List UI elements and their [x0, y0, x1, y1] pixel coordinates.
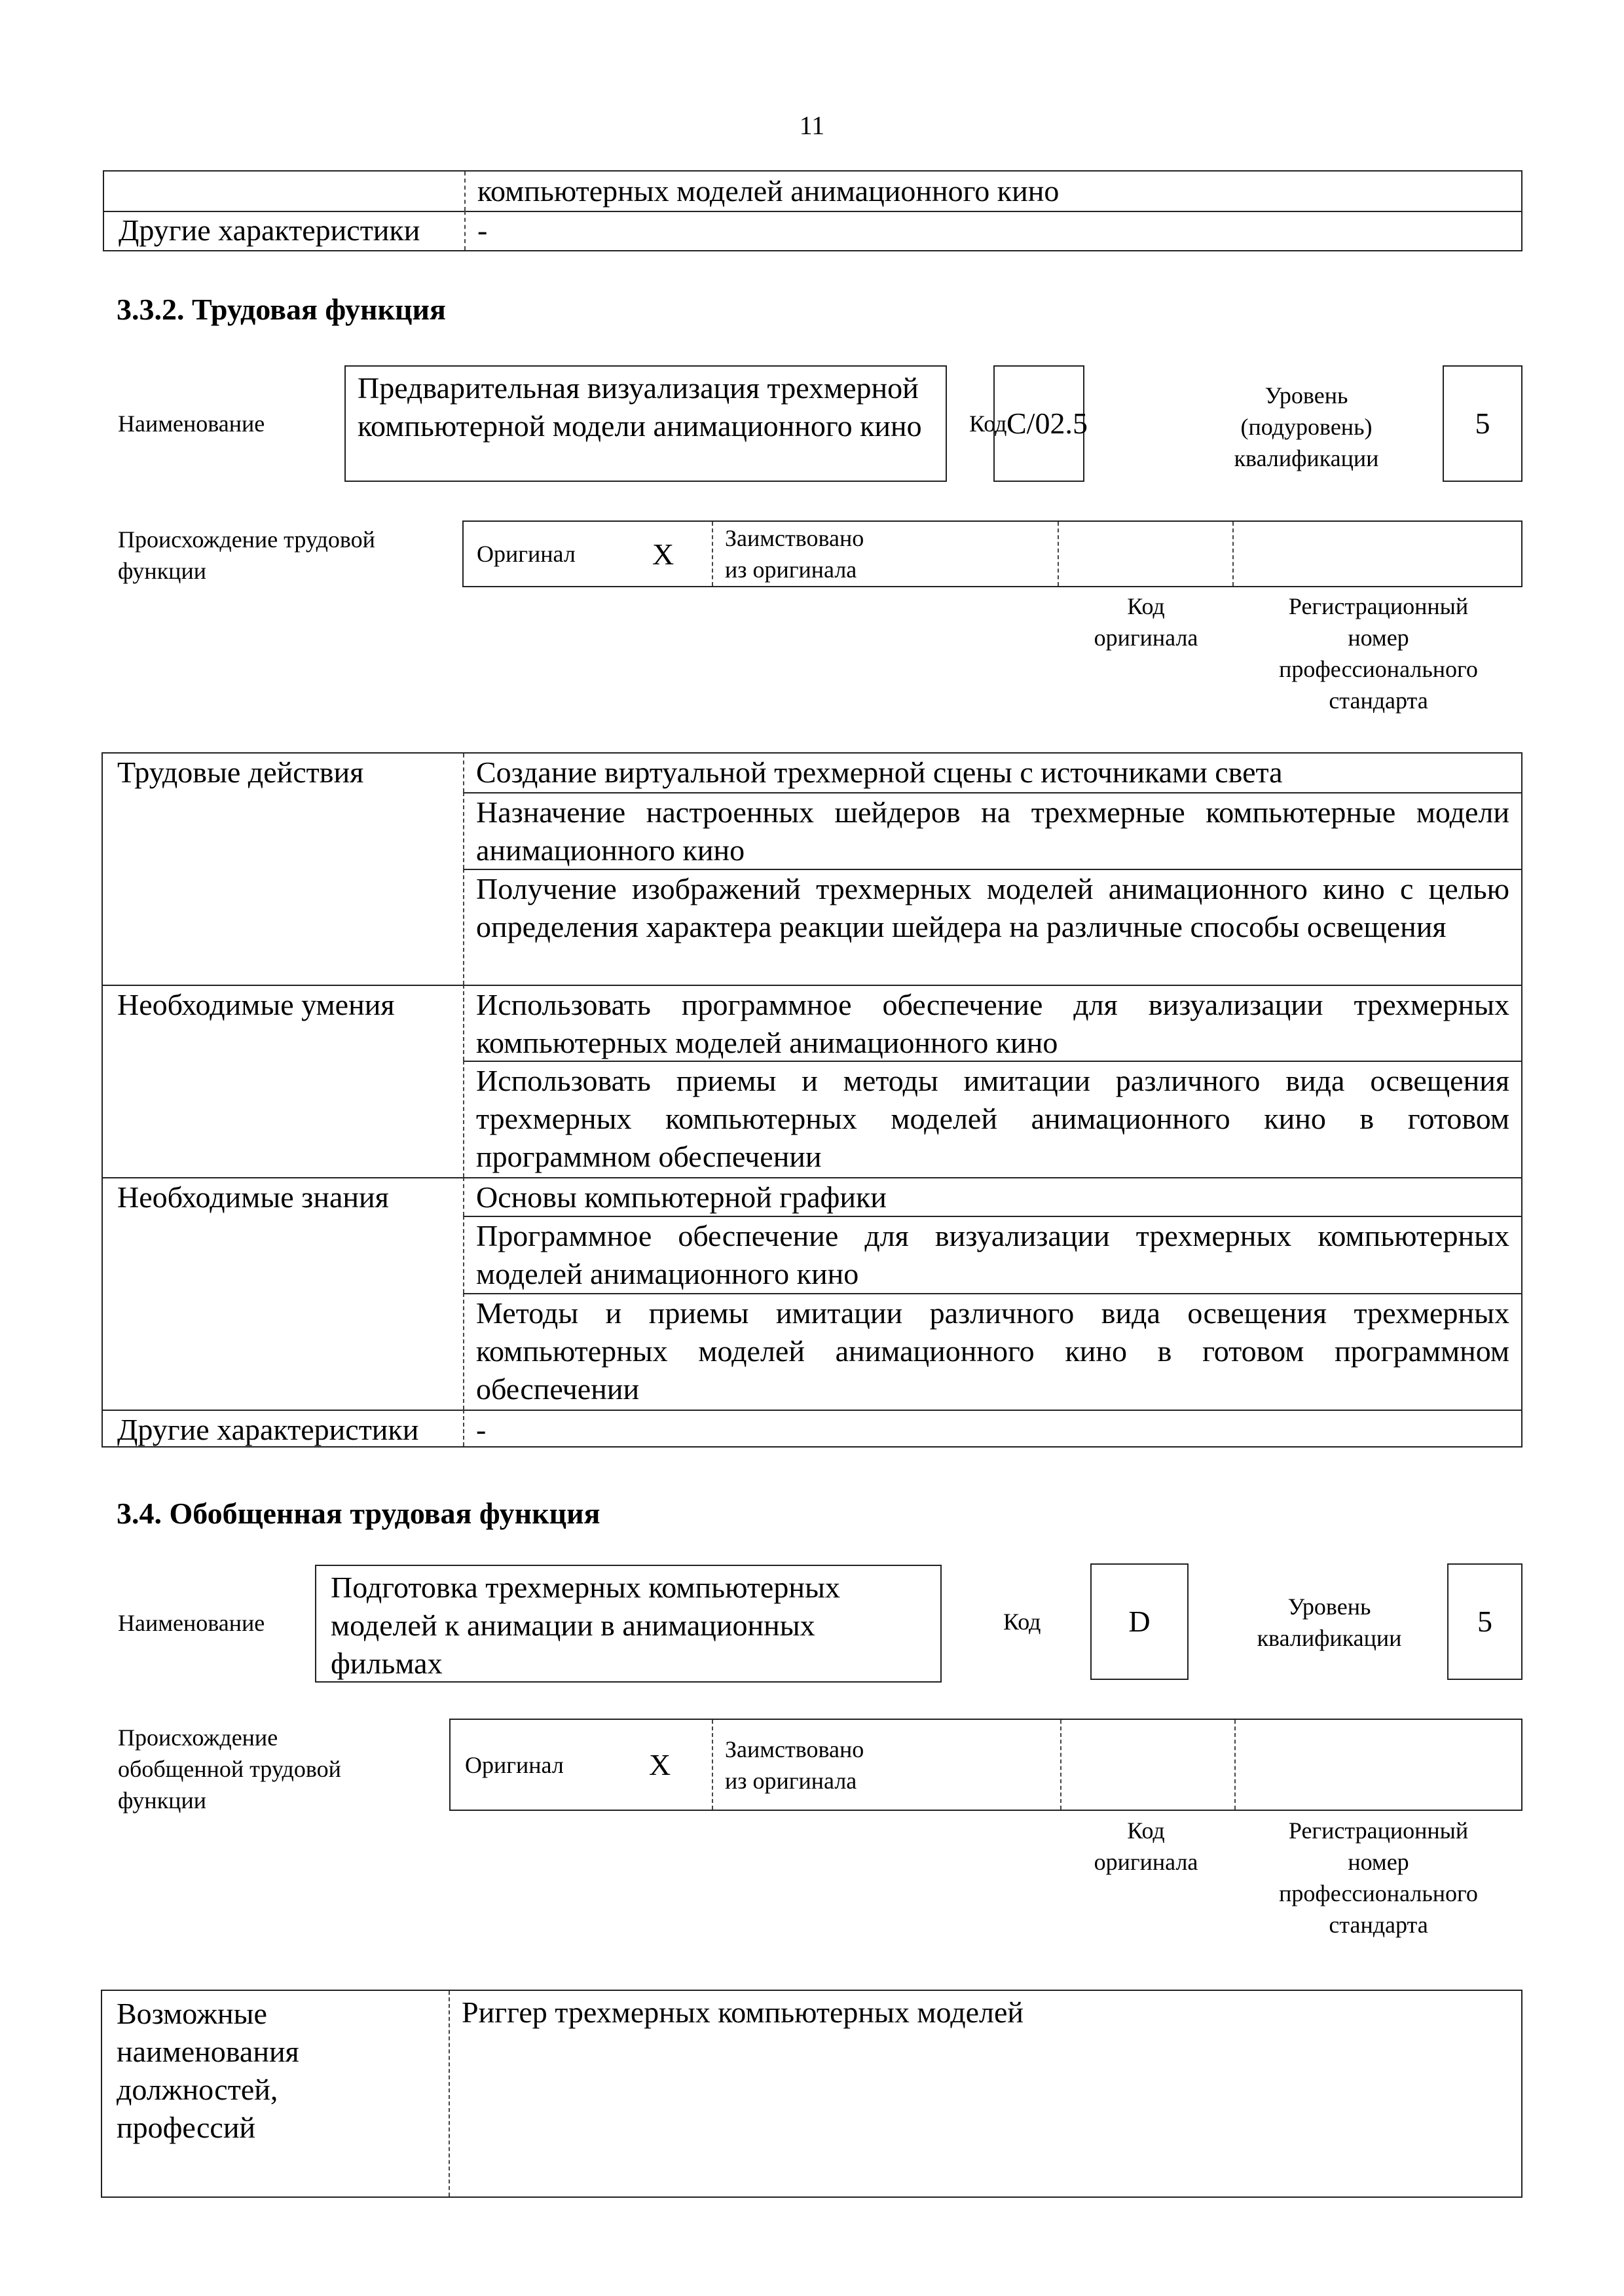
- skill-item: Использовать программное обеспечение для визуализации трехмерных компьютерных моделей анимационного кино: [463, 985, 1521, 1061]
- name-box-34: [315, 1565, 942, 1683]
- code-original-caption-332: Код оригинала: [1094, 593, 1198, 651]
- top-table-row2-label: Другие характеристики: [119, 213, 420, 247]
- skill-item: Использовать приемы и методы имитации различного вида освещения трехмерных компьютерных моделей анимационного кино в готовом программном обеспечении: [463, 1061, 1521, 1177]
- name-box-332: [344, 365, 947, 482]
- knowledge-label: Необходимые знания: [103, 1177, 463, 1410]
- code-value-332: С/02.5: [1006, 407, 1088, 440]
- level-label-line-1: Уровень: [1264, 382, 1348, 409]
- top-table-row2-value: -: [464, 211, 1521, 250]
- level-label-line-2: квалификации: [1257, 1625, 1402, 1651]
- origin-reg-cell-332: [1232, 522, 1521, 586]
- level-label-34: [1241, 1591, 1418, 1654]
- origin-table-34: [449, 1719, 1522, 1811]
- level-label-line-1: Уровень: [1287, 1594, 1371, 1620]
- section-heading-34: 3.4. Обобщенная трудовая функция: [117, 1497, 600, 1530]
- other-value: -: [463, 1410, 1521, 1446]
- labor-actions-label: Трудовые действия: [117, 756, 364, 789]
- page-number: 11: [799, 111, 825, 140]
- origin-borrowed-label-34: Заимствовано из оригинала: [712, 1720, 1060, 1810]
- code-label-34: Код: [1003, 1609, 1041, 1635]
- labor-action-item: Получение изображений трехмерных моделей анимационного кино с целью определения характера реакции шейдера на различные способы освещения: [463, 869, 1521, 985]
- level-label-line-2: (подуровень): [1240, 414, 1373, 440]
- code-box-34: [1090, 1563, 1189, 1680]
- origin-original-mark-34: X: [649, 1748, 671, 1781]
- reg-number-caption-34: Регистрационный номер профессионального стандарта: [1279, 1817, 1478, 1938]
- name-value-34: Подготовка трехмерных компьютерных моделей к анимации в анимационных фильмах: [331, 1571, 840, 1680]
- other-label: Другие характеристики: [103, 1410, 463, 1446]
- level-box-34: [1447, 1563, 1522, 1680]
- level-label-line-3: квалификации: [1234, 445, 1379, 471]
- origin-code-cell-332: [1058, 522, 1232, 586]
- code-original-caption-34: Код оригинала: [1094, 1817, 1198, 1875]
- level-box-332: [1443, 365, 1522, 482]
- name-value-332: Предварительная визуализация трехмерной компьютерной модели анимационного кино: [358, 371, 922, 443]
- code-box-332: [993, 365, 1088, 482]
- top-table: [103, 170, 1522, 251]
- positions-value: Риггер трехмерных компьютерных моделей: [449, 1991, 1521, 2196]
- labor-action-item: Назначение настроенных шейдеров на трехмерные компьютерные модели анимационного кино: [463, 792, 1521, 869]
- knowledge-item: Основы компьютерной графики: [463, 1177, 1521, 1216]
- skills-label: Необходимые умения: [103, 985, 463, 1177]
- positions-table-34: [101, 1990, 1522, 2198]
- name-label-34: Наименование: [118, 1610, 265, 1636]
- origin-reg-cell-34: [1234, 1720, 1521, 1810]
- name-label-332: Наименование: [118, 410, 265, 437]
- origin-original-mark-332: X: [652, 537, 674, 571]
- level-label-332: [1211, 380, 1401, 474]
- details-table-332: [101, 752, 1522, 1448]
- knowledge-item: Программное обеспечение для визуализации трехмерных компьютерных моделей анимационного кино: [463, 1216, 1521, 1293]
- labor-action-item: Создание виртуальной трехмерной сцены с источниками света: [463, 754, 1521, 792]
- top-table-row1-value: компьютерных моделей анимационного кино: [464, 172, 1521, 211]
- origin-original-label-332: Оригинал: [477, 541, 576, 567]
- origin-code-cell-34: [1060, 1720, 1234, 1810]
- level-value-332: 5: [1475, 407, 1490, 440]
- code-value-34: D: [1128, 1605, 1151, 1638]
- origin-label-332: Происхождение трудовой функции: [118, 526, 375, 584]
- origin-label-34: Происхождение обобщенной трудовой функции: [118, 1724, 341, 1813]
- top-table-row1-label: [104, 172, 464, 211]
- positions-label: Возможные наименования должностей, профессий: [117, 1997, 299, 2144]
- reg-number-caption-332: Регистрационный номер профессионального стандарта: [1279, 593, 1478, 714]
- level-value-34: 5: [1477, 1605, 1492, 1638]
- knowledge-item: Методы и приемы имитации различного вида освещения трехмерных компьютерных моделей анимационного кино в готовом программном обеспечении: [463, 1293, 1521, 1410]
- origin-table-332: [462, 520, 1522, 587]
- origin-borrowed-label-332: Заимствовано из оригинала: [712, 522, 1058, 586]
- section-heading-332: 3.3.2. Трудовая функция: [117, 293, 446, 326]
- code-label-332: Код: [969, 410, 1007, 437]
- origin-original-label-34: Оригинал: [465, 1751, 564, 1778]
